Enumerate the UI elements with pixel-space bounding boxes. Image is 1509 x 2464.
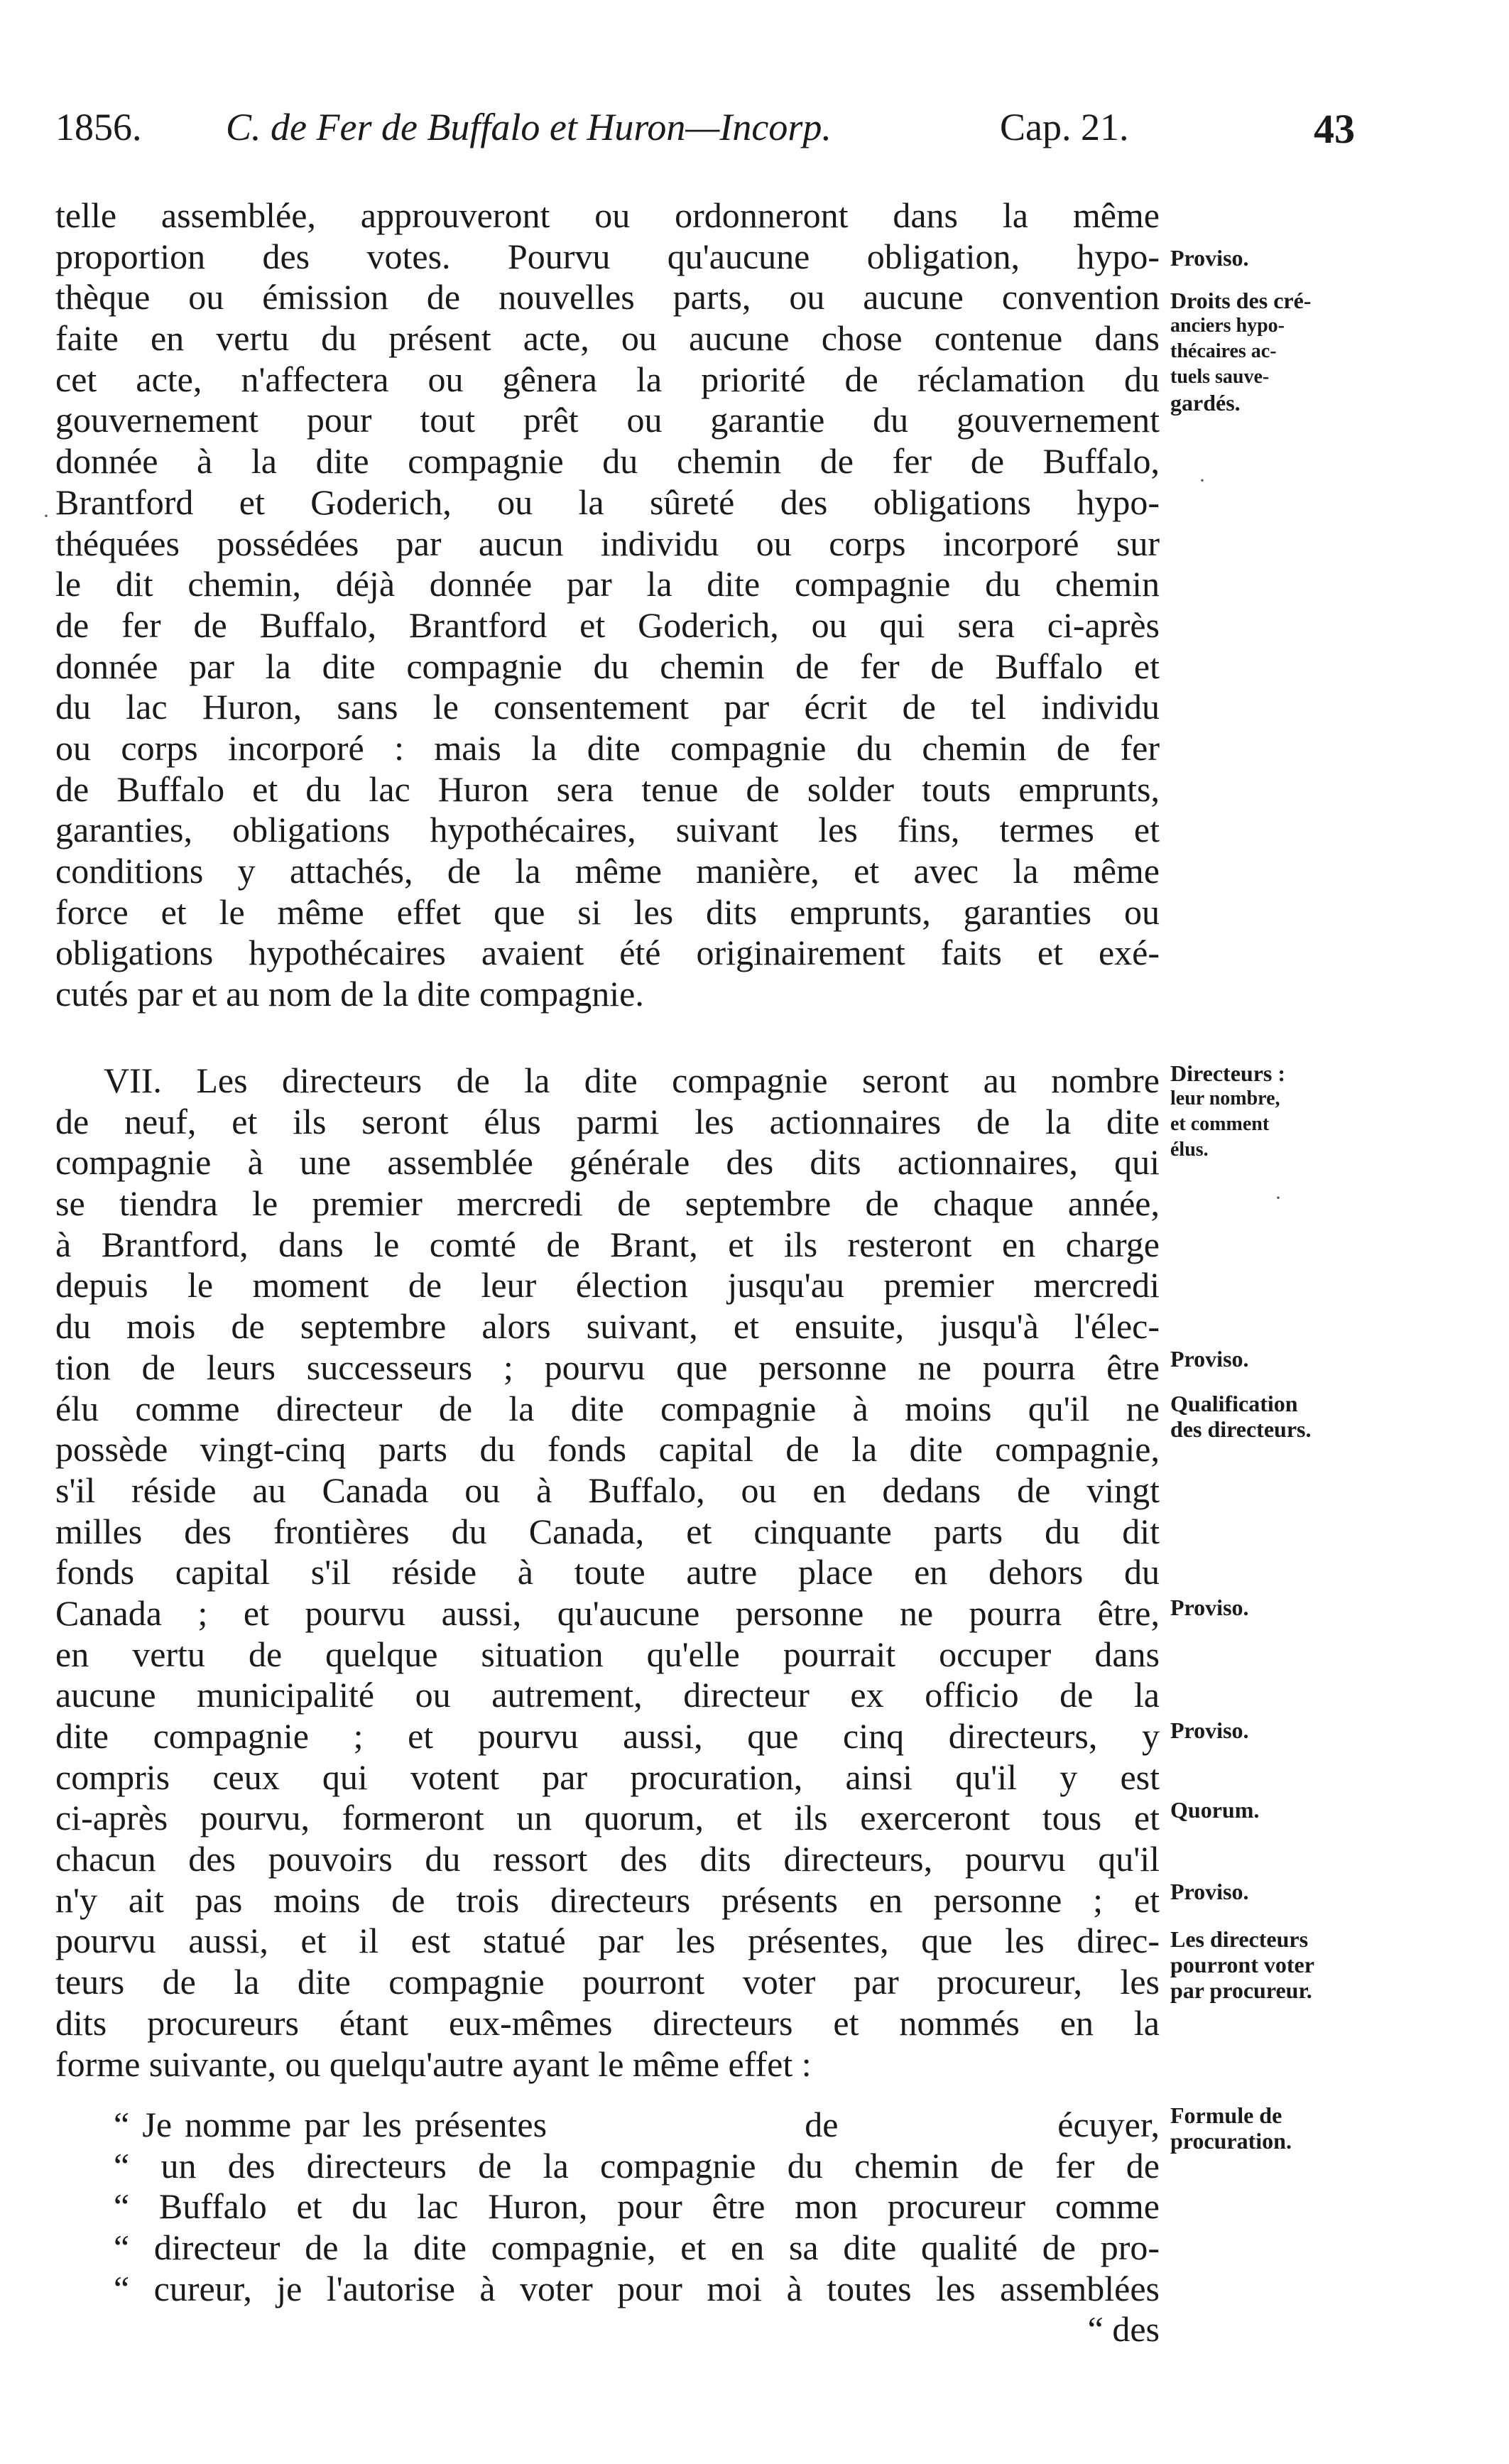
quote-line: “ directeur de la dite compagnie, et en sa dite qualité de pro- xyxy=(114,2227,1160,2268)
text-line: fonds capital s'il réside à toute autre place en dehors du xyxy=(55,1552,1160,1592)
text-line: donnée à la dite compagnie du chemin de fer de Buffalo, xyxy=(55,441,1160,482)
text-line: forme suivante, ou quelqu'autre ayant le même effet : xyxy=(55,2044,812,2084)
text-line: cutés par et au nom de la dite compagnie. xyxy=(55,974,644,1014)
text-line: teurs de la dite compagnie pourront voter par procureur, les xyxy=(55,1962,1160,2002)
margin-note-proviso: Proviso. xyxy=(1170,1879,1249,1904)
text-line: Canada ; et pourvu aussi, qu'aucune personne ne pourra être, xyxy=(55,1592,1160,1633)
text-line: garanties, obligations hypothécaires, suivant les fins, termes et xyxy=(55,810,1160,850)
ink-speck: · xyxy=(1199,469,1206,492)
text-line: de fer de Buffalo, Brantford et Goderich, ou qui sera ci-après xyxy=(55,604,1160,645)
margin-note-proviso: Proviso. xyxy=(1170,245,1249,271)
margin-note-proviso: Proviso. xyxy=(1170,1595,1249,1620)
text-line: théquées possédées par aucun individu ou corps incorporé sur xyxy=(55,523,1160,563)
text-line: donnée par la dite compagnie du chemin de fer de Buffalo et xyxy=(55,646,1160,686)
margin-note-formule: Formule de procuration. xyxy=(1170,2102,1292,2154)
text-line: en vertu de quelque situation qu'elle pourrait occuper dans xyxy=(55,1634,1160,1674)
text-line: obligations hypothécaires avaient été originairement faits et exé- xyxy=(55,933,1160,973)
text-line: à Brantford, dans le comté de Brant, et ils resteront en charge xyxy=(55,1224,1160,1264)
margin-note-quorum: Quorum. xyxy=(1170,1797,1260,1823)
text-line: force et le même effet que si les dits emprunts, garanties ou xyxy=(55,891,1160,932)
text-line: Brantford et Goderich, ou la sûreté des obligations hypo- xyxy=(55,482,1160,522)
text-line: tion de leurs successeurs ; pourvu que personne ne pourra être xyxy=(55,1347,1160,1387)
article-vii xyxy=(55,1060,1160,2085)
text-line: depuis le moment de leur élection jusqu'au premier mercredi xyxy=(55,1265,1160,1306)
quote-line: “ des xyxy=(1087,2309,1160,2350)
text-line: thèque ou émission de nouvelles parts, ou aucune convention xyxy=(55,277,1160,318)
text-line: s'il réside au Canada ou à Buffalo, ou en dedans de vingt xyxy=(55,1470,1160,1510)
text-line: élu comme directeur de la dite compagnie à moins qu'il ne xyxy=(55,1388,1160,1428)
text-line: proportion des votes. Pourvu qu'aucune obligation, hypo- xyxy=(55,236,1160,276)
header-year: 1856. xyxy=(55,106,142,148)
text-line: telle assemblée, approuveront ou ordonneront dans la même xyxy=(55,195,1160,235)
text-line: faite en vertu du présent acte, ou aucune chose contenue dans xyxy=(55,318,1160,359)
header-chapter: Cap. 21. xyxy=(1000,106,1129,148)
text-line: du lac Huron, sans le consentement par écrit de tel individu xyxy=(55,687,1160,727)
quote-line: “ Buffalo et du lac Huron, pour être mon procureur comme xyxy=(114,2186,1160,2227)
quote-line: “ cureur, je l'autorise à voter pour moi à toutes les assemblées xyxy=(114,2268,1160,2308)
margin-note-directeurs: Directeurs : leur nombre, et comment élus. xyxy=(1170,1060,1285,1161)
text-line: de neuf, et ils seront élus parmi les actionnaires de la dite xyxy=(55,1101,1160,1141)
quote-line: “ un des directeurs de la compagnie du chemin de fer de xyxy=(114,2145,1160,2186)
text-line: le dit chemin, déjà donnée par la dite compagnie du chemin xyxy=(55,564,1160,604)
margin-note-qualification: Qualification des directeurs. xyxy=(1170,1391,1312,1442)
text-line: ou corps incorporé : mais la dite compagnie du chemin de fer xyxy=(55,727,1160,768)
text-line: cet acte, n'affectera ou gênera la priorité de réclamation du xyxy=(55,359,1160,399)
text-line: pourvu aussi, et il est statué par les présentes, que les direc- xyxy=(55,1921,1160,1961)
text-line: compagnie à une assemblée générale des dits actionnaires, qui xyxy=(55,1142,1160,1183)
page-number: 43 xyxy=(1314,106,1355,152)
text-line: se tiendra le premier mercredi de septembre de chaque année, xyxy=(55,1183,1160,1224)
text-line: du mois de septembre alors suivant, et ensuite, jusqu'à l'élec- xyxy=(55,1306,1160,1347)
text-line: dite compagnie ; et pourvu aussi, que cinq directeurs, y xyxy=(55,1716,1160,1756)
ink-speck: · xyxy=(1275,1186,1282,1210)
header-title: C. de Fer de Buffalo et Huron—Incorp. xyxy=(226,106,832,148)
text-line: conditions y attachés, de la même manière, et avec la même xyxy=(55,851,1160,891)
text-line: compris ceux qui votent par procuration, ainsi qu'il y est xyxy=(55,1757,1160,1797)
margin-note-droits: Droits des cré- anciers hypo- thécaires ac- tuels sauve- gardés. xyxy=(1170,288,1312,416)
margin-note-proviso: Proviso. xyxy=(1170,1717,1249,1743)
quote-line: “ Je nomme par les présentes de écuyer, xyxy=(114,2105,1160,2144)
text-line: de Buffalo et du lac Huron sera tenue de solder touts emprunts, xyxy=(55,769,1160,809)
margin-note-proviso: Proviso. xyxy=(1170,1346,1249,1372)
text-line: possède vingt-cinq parts du fonds capital de la dite compagnie, xyxy=(55,1429,1160,1470)
text-line: chacun des pouvoirs du ressort des dits directeurs, pourvu qu'il xyxy=(55,1839,1160,1879)
text-line: gouvernement pour tout prêt ou garantie du gouvernement xyxy=(55,400,1160,440)
text-line: VII. Les directeurs de la dite compagnie seront au nombre xyxy=(104,1060,1160,1100)
text-line: aucune municipalité ou autrement, directeur ex officio de la xyxy=(55,1675,1160,1715)
paragraph-continuation xyxy=(55,195,1160,1015)
text-line: milles des frontières du Canada, et cinquante parts du dit xyxy=(55,1511,1160,1551)
margin-note-procureur: Les directeurs pourront voter par procureur. xyxy=(1170,1926,1314,2003)
proxy-form-quote xyxy=(114,2105,1160,2350)
running-header xyxy=(55,105,1355,162)
text-line: dits procureurs étant eux-mêmes directeurs et nommés en la xyxy=(55,2002,1160,2043)
text-line: n'y ait pas moins de trois directeurs présents en personne ; et xyxy=(55,1879,1160,1920)
ink-speck: · xyxy=(43,504,50,528)
text-line: ci-après pourvu, formeront un quorum, et ils exerceront tous et xyxy=(55,1798,1160,1838)
